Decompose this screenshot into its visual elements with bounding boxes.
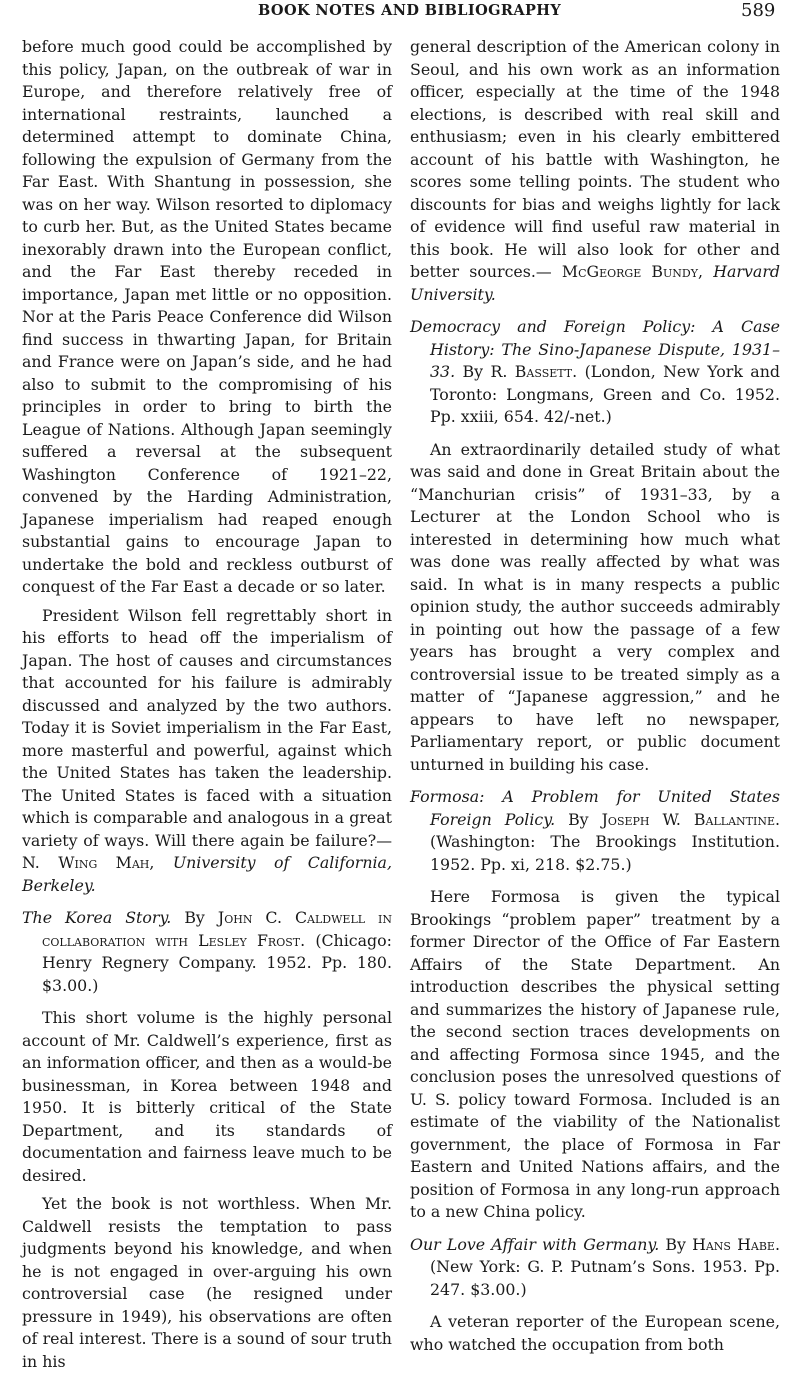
reviewer-name: McGeorge Bundy,	[561, 262, 704, 281]
paragraph: Here Formosa is given the typical Brookings “problem paper” treatment by a former Director of the Office of Far Eastern Affairs of the State Department. An introduction describes the physical setting and summarizes the history of Japanese rule, the second section traces developments on and affecting Formosa since 1945, and the conclusion poses the unresolved questions of U. S. policy toward Formosa. Included is an estimate of the viability of the Nationalist government, the place of Formosa in Far Eastern and United Nations affairs, and the position of Formosa in any long-run approach to a new China policy.	[410, 887, 780, 1221]
book-author: R. Bassett.	[490, 362, 578, 381]
paragraph: This short volume is the highly personal account of Mr. Caldwell’s experience, first as an information officer, and then as a would-be businessman, in Korea between 1948 and 1950. It is bitterly critical of the State Department, and its standards of documentation and fairness leave much to be desired.	[22, 1008, 392, 1185]
book-author: Hans Habe.	[692, 1234, 780, 1254]
paragraph-text: President Wilson fell regrettably short in his efforts to head off the imperialism of Japan. The host of causes and circumstances that accounted for his failure is admirably discussed and analyzed by the two authors. Today it is Soviet imperialism in the Far East, more masterful and powerful, against which the United States has taken the leadership. The United States is faced with a situation which is comparable and analogous in a great variety of ways. Will there again be failure?—	[22, 605, 392, 850]
book-publication: (Washington: The Brookings Institution. 1952. Pp. xi, 218. $2.75.)	[430, 832, 780, 874]
book-entry	[410, 1234, 780, 1302]
book-title: Democracy and Foreign Policy: A Case History: The Sino-Japanese Dispute, 1931–33.	[410, 317, 780, 381]
reviewer-institution: University of California, Berkeley.	[22, 853, 392, 895]
right-column	[410, 36, 780, 1356]
book-title: Our Love Affair with Germany.	[410, 1234, 660, 1254]
paragraph-text: general description of the American colony in Seoul, and his own work as an information officer, especially at the time of the 1948 elections, is described with real skill and enthusiasm; even in his clearly embittered account of his battle with Washington, he scores some telling points. The student who discounts for bias and weighs lightly for lack of evidence will find useful raw material in this book. He will also look for other and better sources.—	[410, 37, 780, 281]
book-entry	[410, 316, 780, 429]
by-label: By	[184, 908, 205, 927]
page-number: 589	[741, 0, 776, 21]
by-label: By	[568, 809, 589, 829]
book-title: Formosa: A Problem for United States Foreign Policy.	[410, 787, 780, 829]
paragraph: Yet the book is not worthless. When Mr. Caldwell resists the temptation to pass judgments beyond his knowledge, and when he is not engaged in over-arguing his own controversial case (he resigned under pressure in 1949), his observations are often of real interest. There is a sound of sour truth in his	[22, 1194, 392, 1371]
book-entry	[22, 907, 392, 997]
book-author: Joseph W. Ballantine.	[601, 809, 781, 829]
paragraph: A veteran reporter of the European scene, who watched the occupation from both	[410, 1312, 780, 1354]
reviewer-institution: Harvard University.	[410, 262, 780, 304]
by-label: By	[462, 362, 484, 381]
paragraph: before much good could be accomplished by this policy, Japan, on the outbreak of war in Europe, and therefore relatively free of international restraints, launched a determined attempt to dominate China, following the expulsion of Germany from the Far East. With Shantung in possession, she was on her way. Wilson resorted to diplomacy to curb her. But, as the United States became inexorably drawn into the European conflict, and the Far East thereby receded in importance, Japan met little or no opposition. Nor at the Paris Peace Conference did Wilson find success in thwarting Japan, for Britain and France were on Japan’s side, and he had also to submit to the compromising of his principles in order to bring to birth the League of Nations. Although Japan seemingly suffered a reversal at the subsequent Washington Conference of 1921–22, convened by the Harding Administration, Japanese imperialism had reaped enough substantial gains to encourage Japan to undertake the bold and reckless outburst of conquest of the Far East a decade or so later.	[22, 37, 392, 596]
book-author: John C. Caldwell in collaboration with Lesley Frost.	[42, 908, 393, 950]
paragraph: An extraordinarily detailed study of what was said and done in Great Britain about the “Manchurian crisis” of 1931–33, by a Lecturer at the London School who is interested in determining how much what was done was really affected by what was said. In what is in many respects a public opinion study, the author succeeds admirably in pointing out how the passage of a few years has brought a very complex and controversial issue to be treated simply as a matter of “Japanese aggression,” and he appears to have left no newspaper, Parliamentary report, or public document unturned in building his case.	[410, 439, 780, 774]
book-publication: (Chicago: Henry Regnery Company. 1952. Pp. 180. $3.00.)	[42, 930, 392, 995]
left-column	[22, 36, 392, 1373]
book-publication: (New York: G. P. Putnam’s Sons. 1953. Pp. 247. $3.00.)	[430, 1257, 780, 1299]
running-head: BOOK NOTES AND BIBLIOGRAPHY	[258, 2, 562, 19]
by-label: By	[665, 1234, 686, 1254]
book-entry	[410, 786, 780, 876]
book-title: The Korea Story.	[22, 908, 172, 927]
paragraph	[410, 36, 780, 306]
page-header	[0, 0, 800, 24]
book-publication: (London, New York and Toronto: Longmans, Green and Co. 1952. Pp. xxiii, 654. 42/-net.)	[430, 362, 780, 426]
paragraph	[22, 605, 392, 898]
reviewer-name: N. Wing Mah,	[22, 853, 155, 872]
